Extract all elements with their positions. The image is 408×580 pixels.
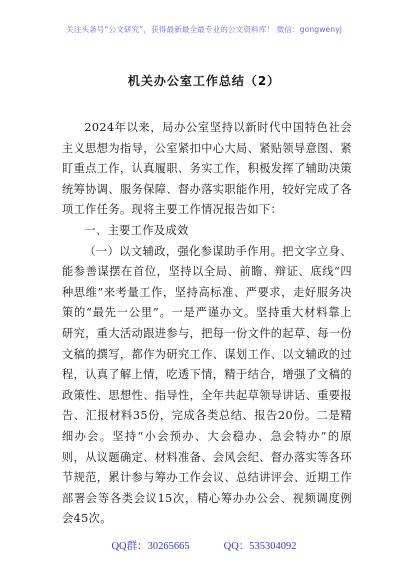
document-title: 机关办公室工作总结（2） [127, 74, 281, 88]
qq-number: QQ：535304092 [223, 541, 297, 552]
footer-contact [0, 538, 408, 553]
body-paragraph: （一）以文辅政，强化参谋助手作用。把文字立身、能参善谋摆在首位，坚持以全局、前瞻、辩证、底线“四种思维”来考量工作，坚持高标准、严要求，走好服务决策的“最先一公里”。一是严谨办文。坚持重大材料靠上研究，重大活动跟进参与，把每一份文件的起草、每一份文稿的撰写，都作为研究工作、谋划工作、以文辅政的过程，认真了解上情，吃透下情，精于结合，增强了文稿的政策性、思想性、指导性，全年共起草领导讲话、重要报告、汇报材料35份，完成各类总结、报告20份。二是精细办会。坚持“小会预办、大会稳办、急会特办”的原则，从议题确定、材料准备、会风会纪、督办落实等各环节规范，累计参与筹办工作会议、总结讲评会、近期工作部署会等各类会议15次，精心筹办办公会、视频调度例会45次。 [62, 244, 352, 526]
section-heading: 一、主要工作及成效 [84, 223, 189, 237]
document-body [62, 118, 352, 530]
intro-paragraph: 2024年以来，局办公室坚持以新时代中国特色社会主义思想为指导，公室紧扣中心大局、紧贴领导意图、紧盯重点工作，认真履职、务实工作，积极发挥了辅助决策统筹协调、服务保障、督办落实职能作用，较好完成了各项工作任务。现将主要工作情况报告如下： [62, 121, 352, 217]
qq-group: QQ群：30265665 [111, 541, 190, 552]
header-note: 关注头条号“公文研究”，获得最新最全最专业的公文资料库！ 微信：gongwenyj [66, 25, 342, 34]
